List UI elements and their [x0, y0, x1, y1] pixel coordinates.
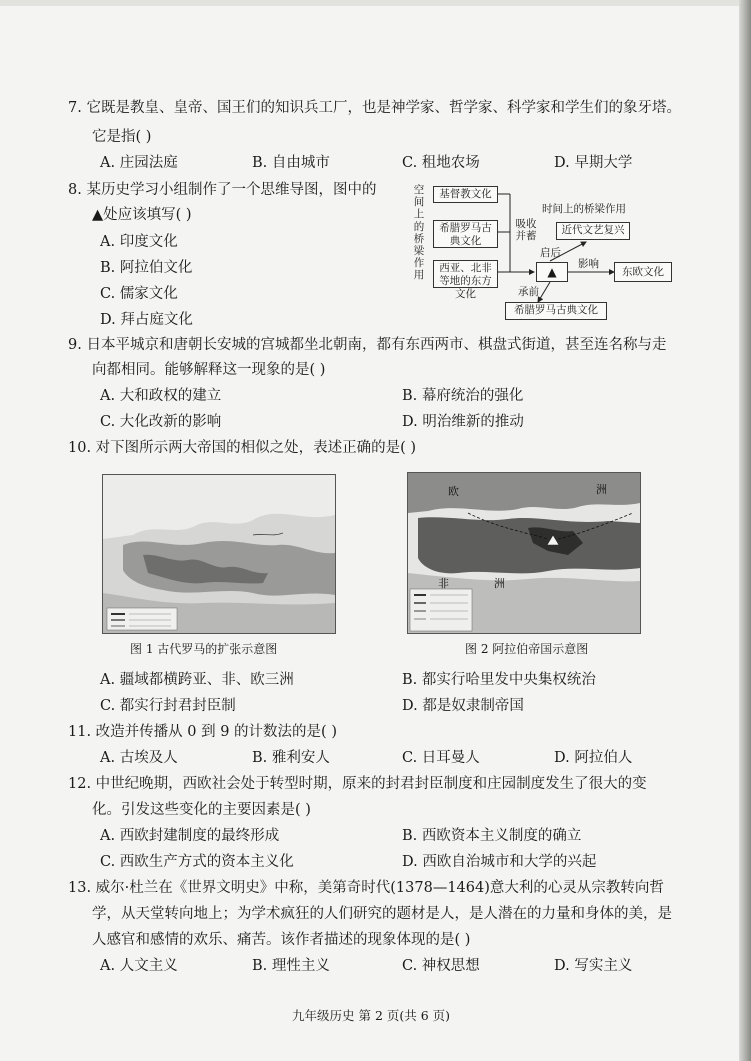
q13-option-c[interactable]: C. 神权思想 — [402, 958, 480, 974]
q9-option-b[interactable]: B. 幕府统治的强化 — [402, 388, 524, 404]
q7-stem-line2: 它是指( ) — [92, 129, 152, 145]
q8-stem-line2: ▲处应该填写( ) — [92, 207, 192, 223]
q10-option-c[interactable]: C. 都实行封君封臣制 — [100, 698, 236, 714]
q10-option-a[interactable]: A. 疆域都横跨亚、非、欧三洲 — [100, 672, 294, 688]
q8-stem-line1: 8. 某历史学习小组制作了一个思维导图，图中的 — [68, 182, 377, 198]
mm-left-label: 空间上的桥梁作用 — [413, 184, 425, 282]
q10-option-b[interactable]: B. 都实行哈里发中央集权统治 — [402, 672, 596, 688]
q8-option-b[interactable]: B. 阿拉伯文化 — [100, 260, 193, 276]
q11-stem: 11. 改造并传播从 0 到 9 的计数法的是( ) — [68, 724, 337, 740]
q11-option-c[interactable]: C. 日耳曼人 — [402, 750, 480, 766]
mm-box-greco-roman-classic: 希腊罗马古典文化 — [505, 302, 607, 320]
mm-box-triangle: ▲ — [536, 262, 568, 282]
arab-empire-map — [407, 472, 641, 634]
q13-option-d[interactable]: D. 写实主义 — [554, 958, 633, 974]
mm-box-greco-roman: 希腊罗马古典文化 — [433, 220, 498, 248]
q12-option-a[interactable]: A. 西欧封建制度的最终形成 — [100, 828, 280, 844]
q7-option-c[interactable]: C. 租地农场 — [402, 155, 480, 171]
q11-option-a[interactable]: A. 古埃及人 — [100, 750, 178, 766]
q11-option-d[interactable]: D. 阿拉伯人 — [554, 750, 633, 766]
q13-option-a[interactable]: A. 人文主义 — [100, 958, 178, 974]
map-label-zhou: 洲 — [596, 483, 607, 496]
q9-stem-line2: 向都相同。能够解释这一现象的是( ) — [92, 362, 326, 378]
q9-option-d[interactable]: D. 明治维新的推动 — [402, 414, 524, 430]
q13-stem-line3: 人感官和感情的欢乐、痛苦。该作者描述的现象体现的是( ) — [92, 932, 471, 948]
roman-expansion-map — [102, 474, 336, 634]
map-label-zhou2: 洲 — [494, 577, 505, 590]
mm-time-label: 时间上的桥梁作用 — [542, 203, 626, 215]
mm-box-christian: 基督教文化 — [433, 186, 498, 203]
mm-box-east: 西亚、北非等地的东方文化 — [433, 260, 498, 288]
q10-stem: 10. 对下图所示两大帝国的相似之处，表述正确的是( ) — [68, 440, 417, 456]
q13-option-b[interactable]: B. 理性主义 — [252, 958, 330, 974]
q10-option-d[interactable]: D. 都是奴隶制帝国 — [402, 698, 524, 714]
q9-option-c[interactable]: C. 大化改新的影响 — [100, 414, 222, 430]
scan-right-edge — [739, 0, 751, 1061]
fig1-caption: 图 1 古代罗马的扩张示意图 — [130, 642, 278, 656]
mm-influence-label: 影响 — [578, 258, 599, 270]
q12-option-d[interactable]: D. 西欧自治城市和大学的兴起 — [402, 854, 597, 870]
scan-top-edge — [0, 0, 751, 6]
q12-option-c[interactable]: C. 西欧生产方式的资本主义化 — [100, 854, 294, 870]
mm-absorb-label: 吸收并蓄 — [515, 218, 537, 243]
q7-option-b[interactable]: B. 自由城市 — [252, 155, 330, 171]
mm-inspire-label: 启后 — [540, 247, 561, 259]
q9-option-a[interactable]: A. 大和政权的建立 — [100, 388, 222, 404]
map-label-europe: 欧 — [448, 485, 459, 498]
q12-stem-line2: 化。引发这些变化的主要因素是( ) — [92, 802, 311, 818]
arab-map-drawing — [408, 473, 640, 633]
q12-option-b[interactable]: B. 西欧资本主义制度的确立 — [402, 828, 582, 844]
map-label-africa: 非 — [438, 577, 449, 590]
q12-stem-line1: 12. 中世纪晚期，西欧社会处于转型时期，原来的封君封臣制度和庄园制度发生了很大的变 — [68, 776, 647, 792]
q13-stem-line1: 13. 威尔·杜兰在《世界文明史》中称，美第奇时代(1378—1464)意大利的心灵从宗教转向哲 — [68, 880, 664, 896]
roman-map-drawing — [103, 475, 335, 633]
q8-option-a[interactable]: A. 印度文化 — [100, 234, 178, 250]
q9-stem-line1: 9. 日本平城京和唐朝长安城的宫城都坐北朝南，都有东西两市、棋盘式街道，甚至连名称与走 — [68, 337, 667, 353]
q8-option-d[interactable]: D. 拜占庭文化 — [100, 312, 193, 328]
q11-option-b[interactable]: B. 雅利安人 — [252, 750, 330, 766]
q13-stem-line2: 学，从天堂转向地上；为学术疯狂的人们研究的题材是人，是人潜在的力量和身体的美，是 — [92, 906, 672, 922]
mm-inherit-label: 承前 — [518, 286, 539, 298]
q7-option-a[interactable]: A. 庄园法庭 — [100, 155, 178, 171]
mm-box-east-europe: 东欧文化 — [614, 262, 672, 282]
mm-box-renaissance: 近代文艺复兴 — [556, 222, 630, 240]
page-footer: 九年级历史 第 2 页(共 6 页) — [292, 1008, 451, 1023]
q7-stem-line1: 7. 它既是教皇、皇帝、国王们的知识兵工厂，也是神学家、哲学家、科学家和学生们的象牙塔。 — [68, 100, 681, 116]
fig2-caption: 图 2 阿拉伯帝国示意图 — [465, 642, 589, 656]
q8-option-c[interactable]: C. 儒家文化 — [100, 286, 178, 302]
q7-option-d[interactable]: D. 早期大学 — [554, 155, 633, 171]
